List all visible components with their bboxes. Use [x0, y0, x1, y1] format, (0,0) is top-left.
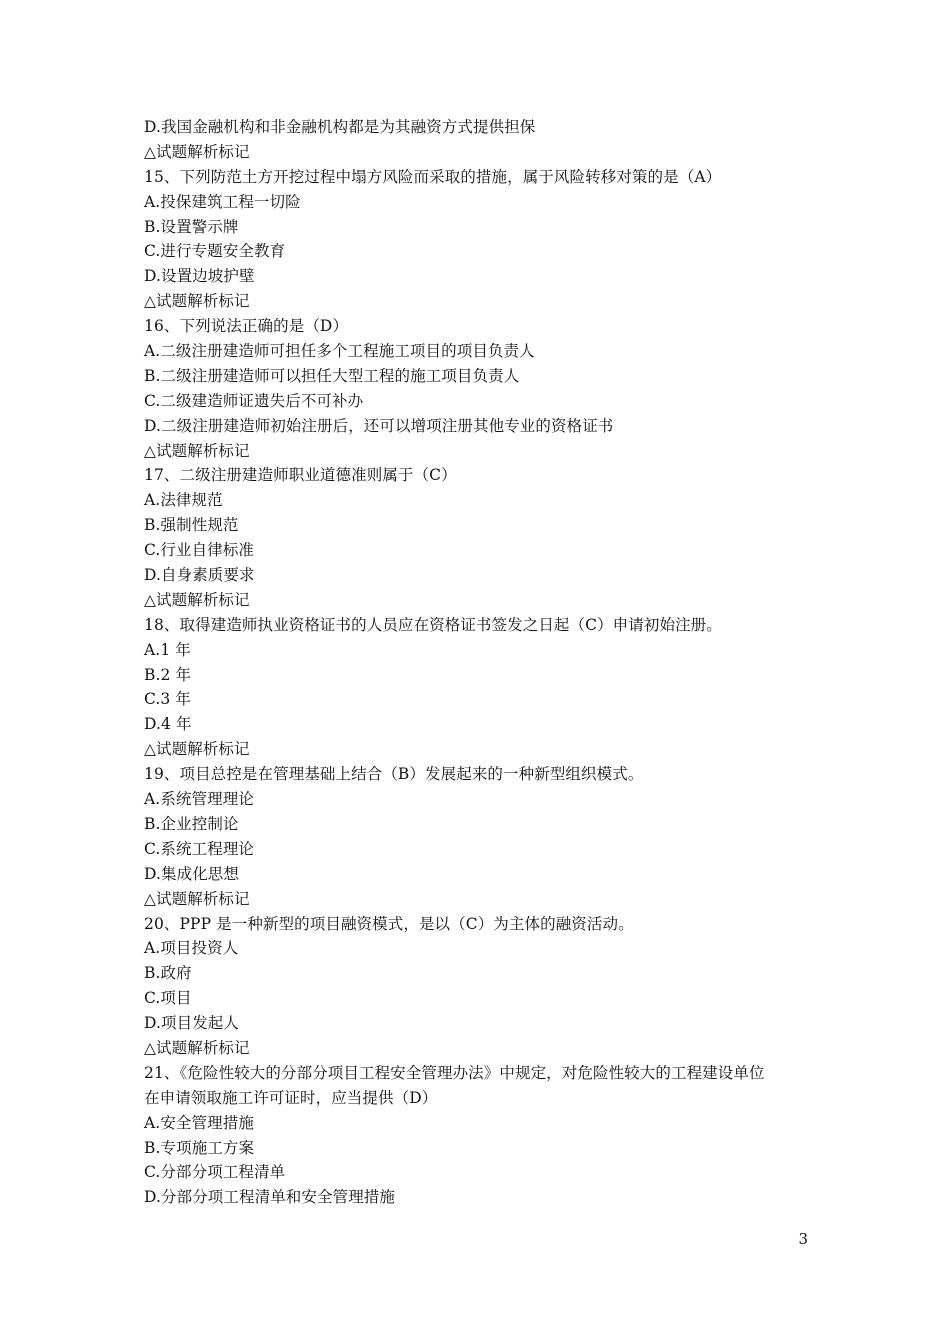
- option-line: D.项目发起人: [144, 1014, 240, 1033]
- option-line: A.1 年: [144, 640, 191, 659]
- question-line: 18、取得建造师执业资格证书的人员应在资格证书签发之日起（C）申请初始注册。: [144, 615, 722, 634]
- text-line: △试题解析标记: [144, 292, 250, 311]
- text-line: △试题解析标记: [144, 740, 250, 759]
- option-line: A.安全管理措施: [144, 1113, 254, 1132]
- text-line: △试题解析标记: [144, 441, 250, 460]
- option-line: A.二级注册建造师可担任多个工程施工项目的项目负责人: [144, 342, 535, 361]
- option-line: C.项目: [144, 989, 192, 1008]
- option-line: C.行业自律标准: [144, 541, 255, 560]
- option-line: B.二级注册建造师可以担任大型工程的施工项目负责人: [144, 366, 520, 385]
- page-content: [144, 115, 816, 1210]
- option-line: B.政府: [144, 964, 192, 983]
- option-line: A.项目投资人: [144, 939, 239, 958]
- option-line: A.法律规范: [144, 491, 223, 510]
- option-line: B.强制性规范: [144, 516, 239, 535]
- question-line: 19、项目总控是在管理基础上结合（B）发展起来的一种新型组织模式。: [144, 765, 644, 784]
- text-line: △试题解析标记: [144, 142, 250, 161]
- option-line: D.自身素质要求: [144, 566, 255, 585]
- option-line: B.2 年: [144, 665, 192, 684]
- option-line: C.进行专题安全教育: [144, 242, 286, 261]
- option-line: D.4 年: [144, 715, 192, 734]
- option-line: B.设置警示牌: [144, 217, 239, 236]
- option-line: A.系统管理理论: [144, 790, 254, 809]
- option-line: D.设置边坡护壁: [144, 267, 255, 286]
- option-line: B.专项施工方案: [144, 1138, 255, 1157]
- text-line: △试题解析标记: [144, 590, 250, 609]
- text-line: D.我国金融机构和非金融机构都是为其融资方式提供担保: [144, 118, 536, 136]
- option-line: C.3 年: [144, 690, 192, 709]
- option-line: C.分部分项工程清单: [144, 1163, 286, 1182]
- question-line: 16、下列说法正确的是（D）: [144, 317, 349, 336]
- text-line: △试题解析标记: [144, 1038, 250, 1057]
- option-line: A.投保建筑工程一切险: [144, 192, 301, 211]
- text-line: △试题解析标记: [144, 889, 250, 908]
- page-number: 3: [798, 1230, 808, 1248]
- option-line: D.分部分项工程清单和安全管理措施: [144, 1188, 396, 1207]
- option-line: C.系统工程理论: [144, 839, 255, 858]
- question-line: 21、《危险性较大的分部分项目工程安全管理办法》中规定，对危险性较大的工程建设单位: [144, 1063, 765, 1082]
- question-line: 17、二级注册建造师职业道德准则属于（C）: [144, 466, 457, 485]
- question-line-continued: 在申请领取施工许可证时，应当提供（D）: [144, 1088, 438, 1107]
- question-line: 15、下列防范土方开挖过程中塌方风险而采取的措施，属于风险转移对策的是（A）: [144, 167, 722, 186]
- option-line: C.二级建造师证遗失后不可补办: [144, 391, 364, 410]
- option-line: D.二级注册建造师初始注册后，还可以增项注册其他专业的资格证书: [144, 416, 614, 435]
- option-line: B.企业控制论: [144, 814, 239, 833]
- option-line: D.集成化思想: [144, 864, 240, 883]
- question-line: 20、PPP 是一种新型的项目融资模式，是以（C）为主体的融资活动。: [144, 914, 634, 933]
